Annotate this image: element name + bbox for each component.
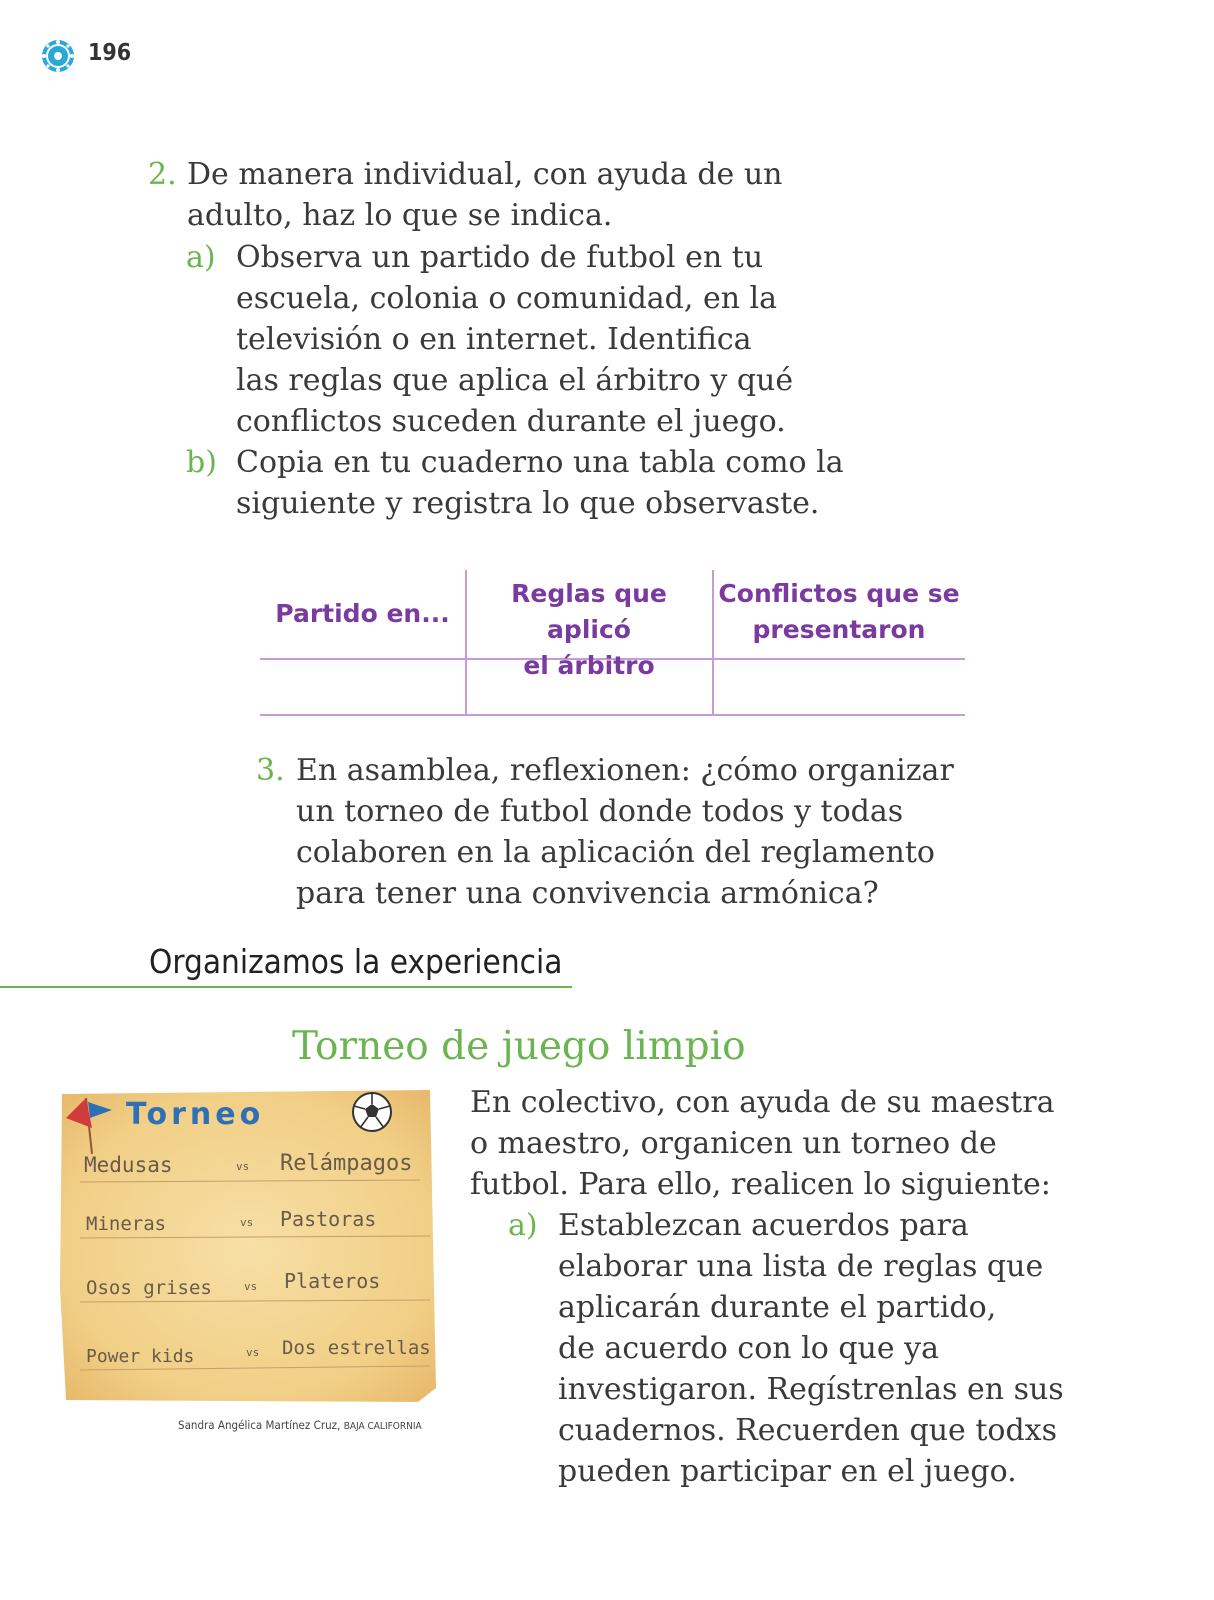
item-line: aplicarán durante el partido, [558,1290,997,1325]
item-line: cuadernos. Recuerden que todxs [558,1413,1057,1448]
item-line: siguiente y registra lo que observaste. [236,486,820,521]
main-activity-line: o maestro, organicen un torneo de [470,1126,997,1161]
soccer-ball-icon [353,1093,391,1131]
activity-2-intro-line: adulto, haz lo que se indica. [187,198,613,233]
item-line: las reglas que aplica el árbitro y qué [236,363,794,398]
main-activity-intro [470,1082,1210,1205]
poster-match-home: Power kids [86,1346,195,1367]
item-line: Observa un partido de futbol en tu [236,240,764,275]
item-line: pueden participar en el juego. [558,1454,1017,1489]
activity-3-line: un torneo de futbol donde todos y todas [296,794,904,829]
item-line: investigaron. Regístrenlas en sus [558,1372,1064,1407]
page-number: 196 [88,40,132,66]
poster-match-home: Osos grises [86,1277,212,1299]
item-line: Copia en tu cuaderno una tabla como la [236,445,844,480]
poster-title: Torneo [126,1097,265,1132]
tournament-poster-illustration [58,1088,438,1406]
item-line: escuela, colonia o comunidad, en la [236,281,778,316]
poster-vs: vs [246,1346,260,1359]
item-b-label: b) [186,445,217,480]
item-line: conflictos suceden durante el juego. [236,404,786,439]
poster-match-home: Medusas [84,1153,173,1177]
poster-match-away: Pastoras [280,1207,377,1231]
item-a-label: a) [508,1208,538,1243]
page-number-badge-icon [40,38,76,74]
table-header-rules: Reglas que aplicó el árbitro [511,579,667,680]
item-line: elaborar una lista de reglas que [558,1249,1044,1284]
observation-table [260,570,965,715]
activity-3-line: En asamblea, reflexionen: ¿cómo organizar [296,753,954,788]
item-line: de acuerdo con lo que ya [558,1331,939,1366]
poster-credit: Sandra Angélica Martínez Cruz, BAJA CALIFORNIA [178,1418,422,1432]
section-heading: Organizamos la experiencia [149,942,563,981]
poster-match-away: Plateros [284,1269,381,1293]
activity-3-number: 3. [256,753,285,788]
table-header-conflicts: Conflictos que se presentaron [718,579,960,644]
item-line: televisión o en internet. Identifica [236,322,752,357]
activity-3-line: colaboren en la aplicación del reglamento [296,835,935,870]
poster-match-home: Mineras [86,1213,167,1235]
poster-vs: vs [240,1216,254,1229]
item-a-label: a) [186,240,216,275]
poster-match-away: Dos estrellas [282,1337,431,1359]
activity-3-line: para tener una convivencia armónica? [296,876,879,911]
activity-2-intro-line: De manera individual, con ayuda de un [187,157,783,192]
main-activity-line: futbol. Para ello, realicen lo siguiente: [470,1167,1051,1202]
section-divider [0,986,572,988]
table-header-match: Partido en... [275,599,450,628]
poster-vs: vs [236,1160,250,1173]
main-activity-line: En colectivo, con ayuda de su maestra [470,1085,1055,1120]
item-line: Establezcan acuerdos para [558,1208,969,1243]
activity-2-number: 2. [148,157,177,192]
activity-title: Torneo de juego limpio [292,1024,746,1069]
poster-vs: vs [244,1280,258,1293]
poster-match-away: Relámpagos [280,1151,413,1176]
